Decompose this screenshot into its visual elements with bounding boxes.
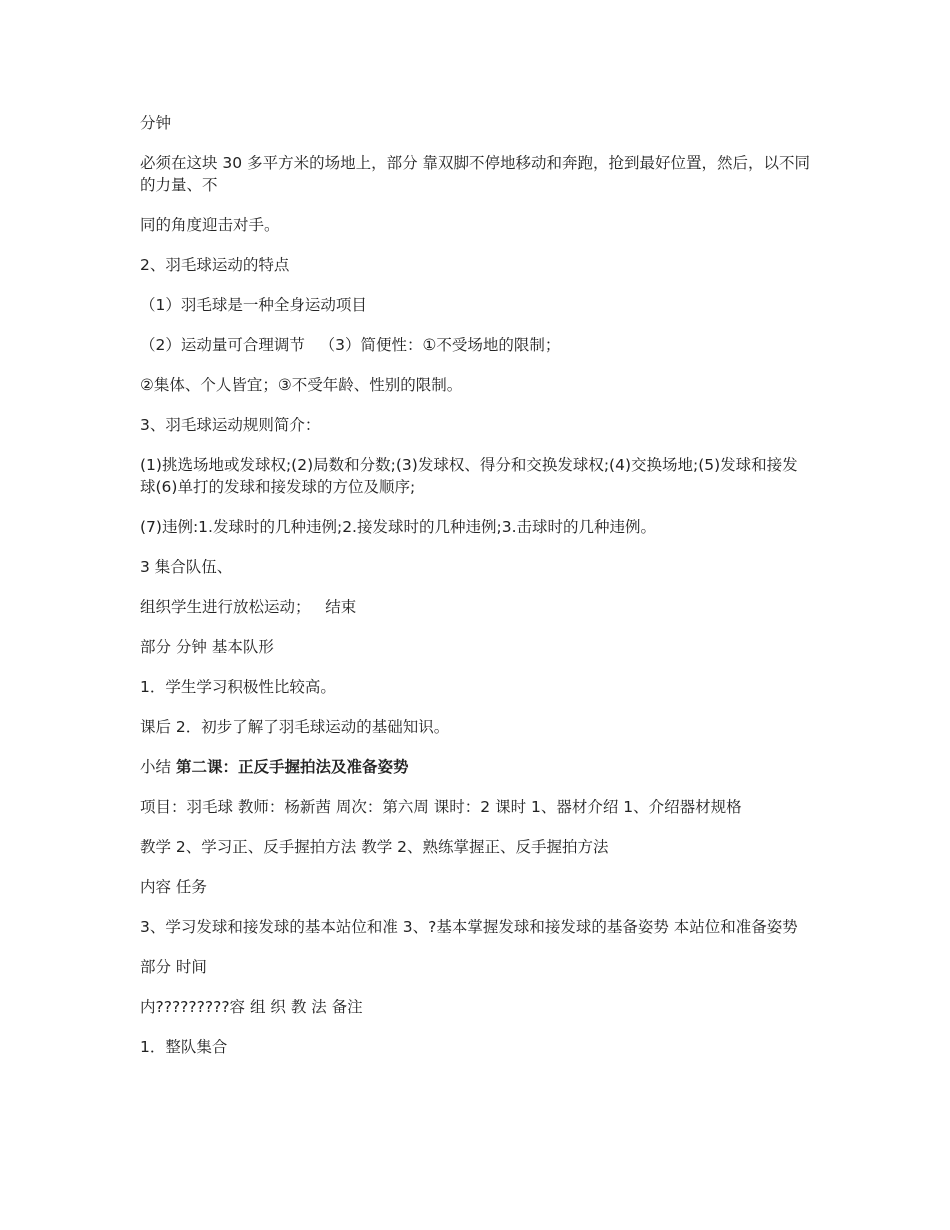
section-heading-features: 2、羽毛球运动的特点 bbox=[140, 256, 290, 274]
text-line: 内?????????容 组 织 教 法 备注 bbox=[140, 998, 363, 1016]
text-line: （1）羽毛球是一种全身运动项目 bbox=[140, 296, 367, 314]
text-line: (1)挑选场地或发球权;(2)局数和分数;(3)发球权、得分和交换发球权;(4)交换场地;(5)发球和接发球(6)单打的发球和接发球的方位及顺序; bbox=[140, 456, 798, 496]
text-line: 1．整队集合 bbox=[140, 1038, 228, 1056]
summary-line bbox=[140, 756, 812, 778]
text-line: 必须在这块 30 多平方米的场地上，部分 靠双脚不停地移动和奔跑，抢到最好位置，然后，以不同的力量、不 bbox=[140, 154, 811, 194]
text-line: 分钟 bbox=[140, 114, 172, 132]
text-line: 项目：羽毛球 教师：杨新茜 周次：第六周 课时：2 课时 1、器材介绍 1、介绍器材规格 bbox=[140, 798, 742, 816]
text-line: 3、学习发球和接发球的基本站位和准 3、?基本掌握发球和接发球的基备姿势 本站位和准备姿势 bbox=[140, 918, 798, 936]
document-page bbox=[140, 112, 812, 1076]
text-line: （2）运动量可合理调节 （3）简便性：①不受场地的限制； bbox=[140, 336, 561, 354]
text-line: 3 集合队伍、 bbox=[140, 558, 233, 576]
text-line: 组织学生进行放松运动； 结束 bbox=[140, 598, 357, 616]
text-line: 内容 任务 bbox=[140, 878, 207, 896]
text-line: (7)违例:1.发球时的几种违例;2.接发球时的几种违例;3.击球时的几种违例。 bbox=[140, 518, 656, 536]
text-line: 1．学生学习积极性比较高。 bbox=[140, 678, 336, 696]
text-line: 课后 2．初步了解了羽毛球运动的基础知识。 bbox=[140, 718, 450, 736]
text-line: 部分 分钟 基本队形 bbox=[140, 638, 274, 656]
text-line: 部分 时间 bbox=[140, 958, 207, 976]
section-heading-rules: 3、羽毛球运动规则简介： bbox=[140, 416, 321, 434]
summary-prefix: 小结 bbox=[140, 758, 176, 776]
text-line: ②集体、个人皆宜；③不受年龄、性别的限制。 bbox=[140, 376, 463, 394]
lesson-heading: 第二课：正反手握拍法及准备姿势 bbox=[175, 758, 409, 776]
text-line: 同的角度迎击对手。 bbox=[140, 216, 280, 234]
text-line: 教学 2、学习正、反手握拍方法 教学 2、熟练掌握正、反手握拍方法 bbox=[140, 838, 609, 856]
